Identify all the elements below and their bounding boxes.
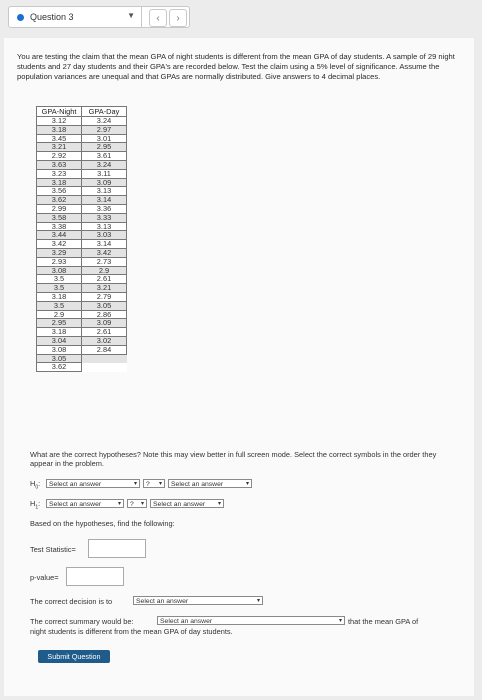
night-gpa-cell: 2.9: [37, 310, 82, 319]
day-gpa-cell: 3.01: [82, 134, 127, 143]
table-row: [37, 275, 127, 284]
table-row: [37, 187, 127, 196]
table-row: [37, 117, 127, 126]
table-row: [37, 328, 127, 337]
h0-operator-select[interactable]: [143, 479, 165, 488]
submit-question-button[interactable]: Submit Question: [38, 650, 110, 663]
dropdown-caret-icon: ▼: [127, 11, 135, 20]
table-row: [37, 257, 127, 266]
day-gpa-cell: 3.42: [82, 248, 127, 257]
day-gpa-cell: 3.09: [82, 178, 127, 187]
table-row: [37, 204, 127, 213]
h1-parameter-select-text: Select an answer: [49, 501, 102, 508]
night-gpa-cell: 3.5: [37, 275, 82, 284]
day-gpa-cell: 3.21: [82, 284, 127, 293]
table-row: [37, 143, 127, 152]
day-gpa-cell: 3.24: [82, 117, 127, 126]
night-gpa-cell: 2.99: [37, 204, 82, 213]
summary-select-text: Select an answer: [160, 618, 213, 625]
night-gpa-cell: 3.38: [37, 222, 82, 231]
day-gpa-cell: 3.09: [82, 319, 127, 328]
h0-symbol: H: [30, 479, 36, 488]
night-gpa-cell: 3.18: [37, 292, 82, 301]
chevron-left-icon: ‹: [156, 12, 160, 24]
night-gpa-cell: 3.63: [37, 160, 82, 169]
next-question-button[interactable]: [169, 9, 187, 27]
day-gpa-cell: 3.13: [82, 187, 127, 196]
night-gpa-cell: 3.62: [37, 363, 82, 372]
table-row: [37, 213, 127, 222]
table-row: [37, 301, 127, 310]
day-gpa-cell: 3.36: [82, 204, 127, 213]
day-gpa-cell: [82, 354, 127, 363]
p-value-label: p-value=: [30, 573, 59, 582]
chevron-down-icon: ▾: [117, 501, 121, 507]
status-dot-icon: [17, 14, 24, 21]
day-gpa-cell: 3.05: [82, 301, 127, 310]
h1-value-select[interactable]: [150, 499, 224, 508]
h0-parameter-select-text: Select an answer: [49, 481, 102, 488]
table-row: [37, 152, 127, 161]
decision-select-text: Select an answer: [136, 598, 189, 605]
night-gpa-cell: 2.92: [37, 152, 82, 161]
night-gpa-cell: 3.29: [37, 248, 82, 257]
p-value-input[interactable]: [66, 567, 124, 586]
h1-label: $H_1$:: [30, 499, 41, 511]
night-gpa-cell: 2.95: [37, 319, 82, 328]
night-gpa-cell: 3.18: [37, 125, 82, 134]
table-row: [37, 178, 127, 187]
table-row: [37, 354, 127, 363]
night-gpa-cell: 3.08: [37, 266, 82, 275]
night-gpa-cell: 2.93: [37, 257, 82, 266]
night-gpa-cell: 3.58: [37, 213, 82, 222]
h1-value-select-text: Select an answer: [153, 501, 206, 508]
h0-parameter-select[interactable]: [46, 479, 140, 488]
day-gpa-cell: 2.86: [82, 310, 127, 319]
day-gpa-cell: 2.97: [82, 125, 127, 134]
table-row: [37, 292, 127, 301]
table-row: [37, 284, 127, 293]
h1-parameter-select[interactable]: [46, 499, 124, 508]
h0-value-select[interactable]: [168, 479, 252, 488]
night-gpa-cell: 3.44: [37, 231, 82, 240]
h0-subscript: 0: [35, 484, 39, 491]
find-label: Based on the hypotheses, find the following:: [30, 519, 175, 528]
day-gpa-cell: 2.95: [82, 143, 127, 152]
day-gpa-cell: 3.02: [82, 336, 127, 345]
day-gpa-cell: 3.03: [82, 231, 127, 240]
chevron-down-icon: ▾: [338, 618, 342, 624]
test-statistic-input[interactable]: [88, 539, 146, 558]
question-label: Question 3: [30, 12, 74, 22]
question-selector[interactable]: [9, 7, 142, 27]
day-gpa-cell: [82, 363, 127, 372]
h1-symbol: H: [30, 499, 36, 508]
day-gpa-cell: 2.61: [82, 275, 127, 284]
table-row: [37, 222, 127, 231]
day-gpa-cell: 2.73: [82, 257, 127, 266]
night-gpa-cell: 3.5: [37, 284, 82, 293]
night-gpa-cell: 3.12: [37, 117, 82, 126]
chevron-down-icon: ▾: [140, 501, 144, 507]
table-row: [37, 319, 127, 328]
chevron-down-icon: ▾: [256, 598, 260, 604]
day-gpa-cell: 2.79: [82, 292, 127, 301]
night-gpa-cell: 3.18: [37, 328, 82, 337]
night-gpa-cell: 3.56: [37, 187, 82, 196]
decision-label: The correct decision is to: [30, 597, 113, 606]
table-row: [37, 196, 127, 205]
table-row: [37, 345, 127, 354]
table-row: [37, 310, 127, 319]
h0-label: $H_0$:: [30, 479, 41, 491]
summary-prefix: The correct summary would be:: [30, 617, 134, 626]
day-gpa-cell: 3.14: [82, 240, 127, 249]
night-gpa-cell: 3.08: [37, 345, 82, 354]
column-header-day: GPA-Day: [82, 107, 127, 117]
gpa-table: [36, 106, 127, 372]
table-row: [37, 160, 127, 169]
h1-subscript: 1: [35, 504, 39, 511]
day-gpa-cell: 3.14: [82, 196, 127, 205]
day-gpa-cell: 3.13: [82, 222, 127, 231]
table-row: [37, 240, 127, 249]
night-gpa-cell: 3.62: [37, 196, 82, 205]
table-row: [37, 248, 127, 257]
chevron-down-icon: ▾: [158, 481, 162, 487]
column-header-night: GPA-Night: [37, 107, 82, 117]
night-gpa-cell: 3.05: [37, 354, 82, 363]
h0-operator-select-text: ?: [146, 481, 150, 488]
table-row: [37, 169, 127, 178]
gpa-table-body: [37, 117, 127, 372]
night-gpa-cell: 3.04: [37, 336, 82, 345]
table-row: [37, 125, 127, 134]
h0-value-select-text: Select an answer: [171, 481, 224, 488]
night-gpa-cell: 3.21: [37, 143, 82, 152]
summary-tail: night students is different from the mean GPA of day students.: [30, 627, 233, 636]
day-gpa-cell: 3.11: [82, 169, 127, 178]
question-prompt: You are testing the claim that the mean GPA of night students is different from the mean GPA of day students. A sample of 29 night students and 27 day students and their GPA's are recorded below. Test the claim using a 5% level of significance. Assume the population variances are unequal and that GPAs are normally distributed. Give answers to 4 decimal places.: [17, 52, 455, 81]
night-gpa-cell: 3.42: [37, 240, 82, 249]
night-gpa-cell: 3.23: [37, 169, 82, 178]
day-gpa-cell: 3.33: [82, 213, 127, 222]
chevron-right-icon: ›: [176, 12, 180, 24]
summary-select[interactable]: [157, 616, 345, 625]
decision-select[interactable]: [133, 596, 263, 605]
hypotheses-question: What are the correct hypotheses? Note this may view better in full screen mode. Select the correct symbols in the order they appear in the problem.: [30, 450, 437, 468]
h1-operator-select[interactable]: [127, 499, 147, 508]
night-gpa-cell: 3.18: [37, 178, 82, 187]
chevron-down-icon: ▾: [217, 501, 221, 507]
question-nav-bar: [8, 6, 190, 28]
summary-suffix: that the mean GPA of: [348, 617, 419, 626]
night-gpa-cell: 3.5: [37, 301, 82, 310]
h1-operator-select-text: ?: [130, 501, 134, 508]
table-row: [37, 231, 127, 240]
table-row: [37, 336, 127, 345]
prev-question-button[interactable]: [149, 9, 167, 27]
table-row: [37, 134, 127, 143]
day-gpa-cell: 2.9: [82, 266, 127, 275]
test-statistic-label: Test Statistic=: [30, 545, 76, 554]
chevron-down-icon: ▾: [245, 481, 249, 487]
table-row: [37, 266, 127, 275]
day-gpa-cell: 2.84: [82, 345, 127, 354]
table-row: [37, 363, 127, 372]
day-gpa-cell: 3.24: [82, 160, 127, 169]
day-gpa-cell: 2.61: [82, 328, 127, 337]
chevron-down-icon: ▾: [133, 481, 137, 487]
night-gpa-cell: 3.45: [37, 134, 82, 143]
day-gpa-cell: 3.61: [82, 152, 127, 161]
